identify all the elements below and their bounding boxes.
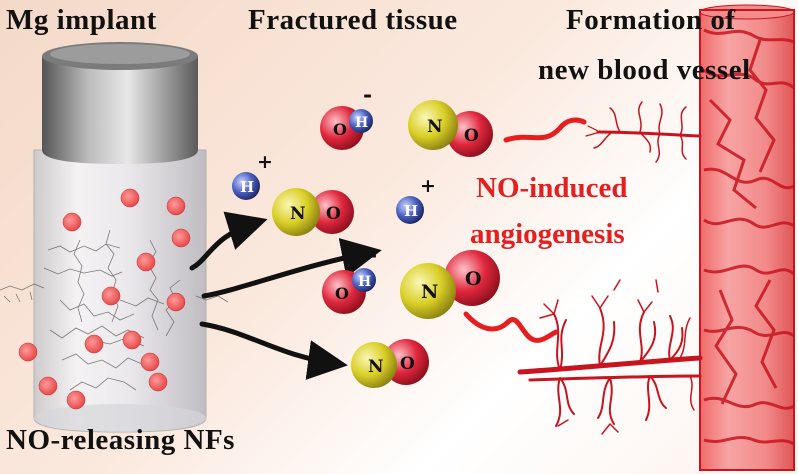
arrow-lower — [202, 324, 338, 364]
oxygen-label: O — [335, 284, 349, 303]
hydrogen-label: H — [355, 115, 369, 131]
nitrogen-label: N — [421, 281, 439, 303]
hydroxide-ion-2 — [322, 242, 377, 314]
mg-implant — [0, 42, 228, 432]
hydrogen-label: H — [404, 202, 419, 220]
fractured-tissue-label: Fractured tissue — [248, 4, 458, 36]
nitrogen-label: N — [427, 117, 443, 137]
squiggle-upper — [506, 120, 584, 140]
formation-label-line1: Formation of — [566, 4, 736, 36]
hydroxide-ion-1 — [320, 82, 373, 150]
formation-label-line2: new blood vessel — [538, 54, 751, 86]
plus-charge: + — [420, 175, 436, 197]
no-molecule-1 — [408, 100, 493, 157]
angiogenesis-label-line1: NO-induced — [476, 172, 628, 204]
oxygen-label: O — [326, 204, 341, 224]
oxygen-label: O — [400, 354, 415, 374]
hydrogen-ion-2 — [396, 175, 436, 224]
mg-implant-label: Mg implant — [6, 4, 157, 36]
oxygen-label: O — [464, 126, 479, 146]
no-releasing-nfs-label: NO-releasing NFs — [6, 424, 235, 456]
hydrogen-label: H — [358, 274, 372, 290]
plus-charge: + — [257, 151, 273, 173]
nitrogen-label: N — [368, 357, 384, 377]
minus-charge: - — [368, 242, 378, 268]
minus-charge: - — [363, 82, 373, 108]
hydrogen-label: H — [240, 178, 255, 196]
hydrogen-ion-1 — [232, 151, 273, 200]
oxygen-label: O — [465, 268, 482, 290]
lower-capillary — [520, 280, 700, 434]
nitrogen-label: N — [290, 204, 306, 224]
no-molecule-2 — [272, 188, 354, 236]
no-molecule-4 — [351, 339, 429, 388]
oxygen-label: O — [333, 120, 347, 139]
upper-capillary — [586, 102, 700, 162]
angiogenesis-label-line2: angiogenesis — [470, 218, 625, 250]
no-molecule-3 — [400, 250, 500, 319]
